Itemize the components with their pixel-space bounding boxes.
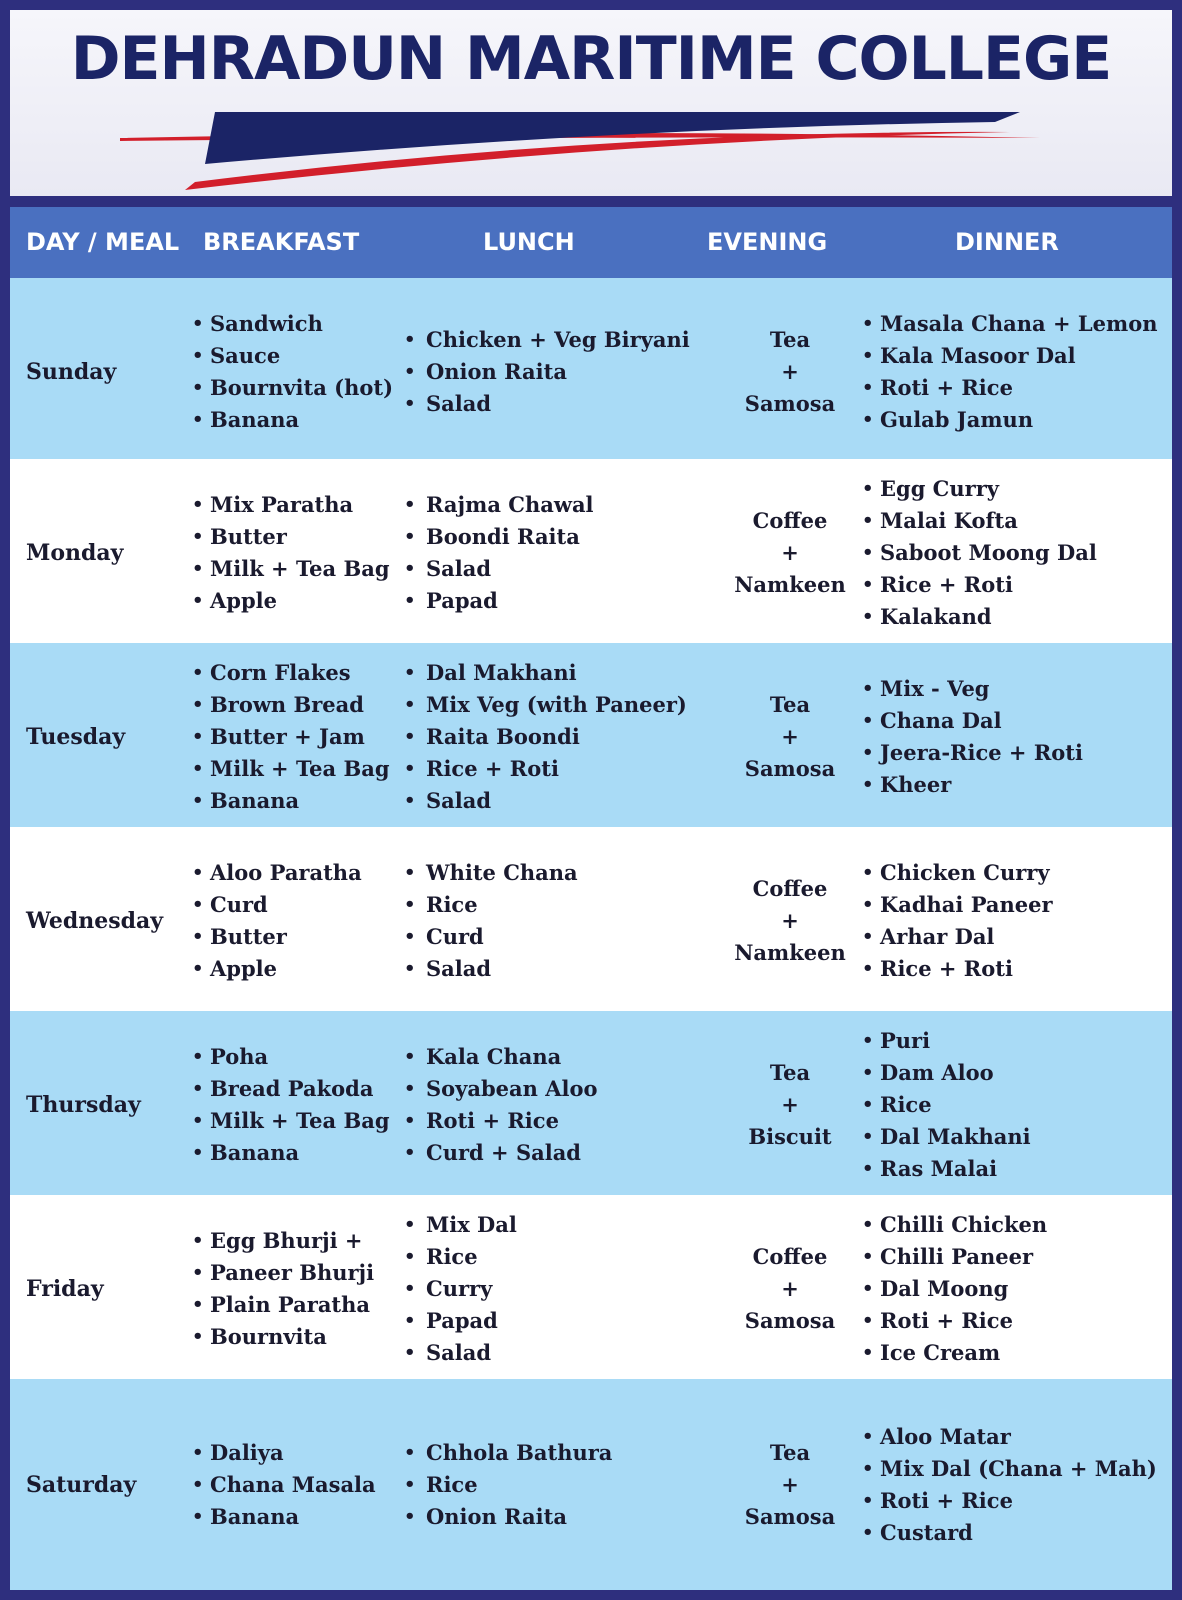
dinner-item: • Dam Aloo bbox=[862, 1057, 1031, 1089]
dinner-cell bbox=[862, 1195, 1047, 1383]
swoosh-logo bbox=[10, 100, 1172, 196]
breakfast-item: • Aloo Paratha bbox=[192, 857, 362, 889]
dinner-cell bbox=[862, 1379, 1157, 1590]
lunch-cell bbox=[404, 278, 690, 466]
lunch-item: • Rice bbox=[404, 889, 578, 921]
dinner-item: • Egg Curry bbox=[862, 473, 1097, 505]
lunch-item: • Onion Raita bbox=[404, 1501, 612, 1533]
lunch-item: • Mix Veg (with Paneer) bbox=[404, 689, 687, 721]
dinner-item: • Dal Makhani bbox=[862, 1121, 1031, 1153]
breakfast-item: • Butter + Jam bbox=[192, 721, 390, 753]
lunch-item: • White Chana bbox=[404, 857, 578, 889]
lunch-item: • Kala Chana bbox=[404, 1041, 598, 1073]
breakfast-item: • Banana bbox=[192, 404, 393, 436]
dinner-item: • Chana Dal bbox=[862, 705, 1083, 737]
breakfast-item: • Sauce bbox=[192, 340, 393, 372]
evening-plus: + bbox=[781, 1092, 799, 1117]
dinner-item: • Roti + Rice bbox=[862, 1485, 1157, 1517]
lunch-list bbox=[404, 1209, 517, 1369]
evening-snack: Samosa bbox=[744, 1503, 836, 1529]
evening-cell bbox=[710, 1379, 870, 1590]
evening-cell bbox=[710, 643, 870, 831]
table-row bbox=[10, 1011, 1172, 1199]
breakfast-list bbox=[192, 1437, 376, 1533]
breakfast-list bbox=[192, 489, 390, 617]
day-label: Thursday bbox=[26, 1092, 141, 1118]
dinner-cell bbox=[862, 459, 1097, 647]
dinner-item: • Roti + Rice bbox=[862, 372, 1157, 404]
breakfast-list bbox=[192, 308, 393, 436]
breakfast-item: • Mix Paratha bbox=[192, 489, 390, 521]
lunch-cell bbox=[404, 1011, 598, 1199]
dinner-list bbox=[862, 1421, 1157, 1549]
dinner-cell bbox=[862, 278, 1157, 466]
breakfast-item: • Sandwich bbox=[192, 308, 393, 340]
evening-plus: + bbox=[781, 1276, 799, 1301]
lunch-cell bbox=[404, 827, 578, 1015]
lunch-item: • Rice bbox=[404, 1469, 612, 1501]
dinner-cell bbox=[862, 1011, 1031, 1199]
dinner-item: • Puri bbox=[862, 1025, 1031, 1057]
evening-plus: + bbox=[781, 1471, 799, 1497]
breakfast-item: • Bournvita bbox=[192, 1321, 374, 1353]
breakfast-cell bbox=[192, 1195, 374, 1383]
dinner-item: • Kala Masoor Dal bbox=[862, 340, 1157, 372]
dinner-item: • Gulab Jamun bbox=[862, 404, 1157, 436]
breakfast-cell bbox=[192, 643, 390, 831]
lunch-item: • Roti + Rice bbox=[404, 1105, 598, 1137]
evening-plus: + bbox=[781, 359, 799, 384]
lunch-item: • Curry bbox=[404, 1273, 517, 1305]
breakfast-item: • Butter bbox=[192, 521, 390, 553]
day-label: Wednesday bbox=[26, 908, 164, 934]
breakfast-item: • Curd bbox=[192, 889, 362, 921]
dinner-item: • Arhar Dal bbox=[862, 921, 1053, 953]
meal-table bbox=[10, 207, 1172, 1590]
lunch-item: • Rajma Chawal bbox=[404, 489, 594, 521]
lunch-item: • Rice + Roti bbox=[404, 753, 687, 785]
table-header bbox=[10, 207, 1172, 278]
evening-cell bbox=[710, 827, 870, 1015]
dinner-item: • Chilli Chicken bbox=[862, 1209, 1047, 1241]
evening-plus: + bbox=[781, 540, 799, 565]
breakfast-list bbox=[192, 857, 362, 985]
dinner-list bbox=[862, 473, 1097, 633]
table-row bbox=[10, 1379, 1172, 1590]
breakfast-item: • Apple bbox=[192, 953, 362, 985]
evening-drink: Coffee bbox=[752, 1244, 828, 1269]
breakfast-list bbox=[192, 657, 390, 817]
breakfast-item: • Paneer Bhurji bbox=[192, 1257, 374, 1289]
dinner-list bbox=[862, 308, 1157, 436]
breakfast-cell bbox=[192, 278, 393, 466]
lunch-item: • Chhola Bathura bbox=[404, 1437, 612, 1469]
breakfast-cell bbox=[192, 1379, 376, 1590]
dinner-list bbox=[862, 1025, 1031, 1185]
lunch-list bbox=[404, 657, 687, 817]
evening-snack: Samosa bbox=[744, 1308, 836, 1333]
table-row bbox=[10, 1195, 1172, 1383]
day-label: Tuesday bbox=[26, 724, 126, 750]
lunch-list bbox=[404, 1041, 598, 1169]
dinner-item: • Mix - Veg bbox=[862, 673, 1083, 705]
lunch-item: • Mix Dal bbox=[404, 1209, 517, 1241]
evening-plus: + bbox=[781, 724, 799, 749]
lunch-item: • Salad bbox=[404, 553, 594, 585]
breakfast-list bbox=[192, 1225, 374, 1353]
breakfast-item: • Chana Masala bbox=[192, 1469, 376, 1501]
lunch-list bbox=[404, 857, 578, 985]
lunch-item: • Curd bbox=[404, 921, 578, 953]
swoosh-blue-wedge bbox=[205, 112, 1020, 164]
breakfast-item: • Plain Paratha bbox=[192, 1289, 374, 1321]
dinner-list bbox=[862, 857, 1053, 985]
breakfast-cell bbox=[192, 827, 362, 1015]
lunch-item: • Rice bbox=[404, 1241, 517, 1273]
breakfast-item: • Butter bbox=[192, 921, 362, 953]
dinner-item: • Rice bbox=[862, 1089, 1031, 1121]
evening-snack: Namkeen bbox=[734, 572, 846, 597]
breakfast-item: • Poha bbox=[192, 1041, 390, 1073]
evening-cell bbox=[710, 1011, 870, 1199]
lunch-item: • Salad bbox=[404, 953, 578, 985]
col-header-evening: EVENING bbox=[707, 228, 828, 256]
evening-drink: Tea bbox=[769, 327, 811, 352]
lunch-item: • Soyabean Aloo bbox=[404, 1073, 598, 1105]
dinner-item: • Malai Kofta bbox=[862, 505, 1097, 537]
dinner-item: • Roti + Rice bbox=[862, 1305, 1047, 1337]
dinner-list bbox=[862, 673, 1083, 801]
lunch-item: • Salad bbox=[404, 785, 687, 817]
breakfast-item: • Corn Flakes bbox=[192, 657, 390, 689]
lunch-list bbox=[404, 1437, 612, 1533]
breakfast-item: • Apple bbox=[192, 585, 390, 617]
day-label: Monday bbox=[26, 540, 124, 566]
dinner-item: • Chilli Paneer bbox=[862, 1241, 1047, 1273]
dinner-item: • Ice Cream bbox=[862, 1337, 1047, 1369]
dinner-item: • Masala Chana + Lemon bbox=[862, 308, 1157, 340]
dinner-item: • Aloo Matar bbox=[862, 1421, 1157, 1453]
breakfast-item: • Egg Bhurji + bbox=[192, 1225, 374, 1257]
dinner-item: • Rice + Roti bbox=[862, 569, 1097, 601]
evening-cell bbox=[710, 459, 870, 647]
breakfast-item: • Bournvita (hot) bbox=[192, 372, 393, 404]
evening-cell bbox=[710, 278, 870, 466]
breakfast-cell bbox=[192, 1011, 390, 1199]
breakfast-item: • Milk + Tea Bag bbox=[192, 1105, 390, 1137]
breakfast-list bbox=[192, 1041, 390, 1169]
lunch-item: • Papad bbox=[404, 585, 594, 617]
dinner-item: • Dal Moong bbox=[862, 1273, 1047, 1305]
evening-drink: Tea bbox=[769, 1060, 811, 1085]
day-label: Saturday bbox=[26, 1471, 137, 1498]
dinner-item: • Chicken Curry bbox=[862, 857, 1053, 889]
lunch-item: • Dal Makhani bbox=[404, 657, 687, 689]
col-header-lunch: LUNCH bbox=[483, 228, 575, 256]
dinner-item: • Jeera-Rice + Roti bbox=[862, 737, 1083, 769]
dinner-item: • Kadhai Paneer bbox=[862, 889, 1053, 921]
breakfast-item: • Bread Pakoda bbox=[192, 1073, 390, 1105]
evening-drink: Tea bbox=[769, 692, 811, 717]
evening-drink: Coffee bbox=[752, 876, 828, 901]
breakfast-item: • Banana bbox=[192, 1501, 376, 1533]
evening-snack: Biscuit bbox=[748, 1124, 832, 1149]
college-header bbox=[10, 10, 1172, 196]
table-row bbox=[10, 827, 1172, 1015]
dinner-item: • Saboot Moong Dal bbox=[862, 537, 1097, 569]
breakfast-item: • Daliya bbox=[192, 1437, 376, 1469]
college-name: DEHRADUN MARITIME COLLEGE bbox=[70, 24, 1112, 94]
breakfast-item: • Milk + Tea Bag bbox=[192, 553, 390, 585]
breakfast-item: • Banana bbox=[192, 1137, 390, 1169]
dinner-item: • Rice + Roti bbox=[862, 953, 1053, 985]
col-header-day: DAY / MEAL bbox=[26, 228, 180, 256]
dinner-item: • Kheer bbox=[862, 769, 1083, 801]
evening-snack: Namkeen bbox=[734, 940, 846, 965]
col-header-breakfast: BREAKFAST bbox=[203, 228, 360, 256]
evening-snack: Samosa bbox=[744, 391, 836, 416]
evening-cell bbox=[710, 1195, 870, 1383]
lunch-list bbox=[404, 489, 594, 617]
evening-drink: Tea bbox=[769, 1439, 811, 1465]
lunch-cell bbox=[404, 459, 594, 647]
table-row bbox=[10, 643, 1172, 831]
lunch-item: • Boondi Raita bbox=[404, 521, 594, 553]
evening-drink: Coffee bbox=[752, 508, 828, 533]
table-row bbox=[10, 459, 1172, 647]
evening-snack: Samosa bbox=[744, 756, 836, 781]
lunch-item: • Salad bbox=[404, 388, 690, 420]
breakfast-cell bbox=[192, 459, 390, 647]
lunch-item: • Salad bbox=[404, 1337, 517, 1369]
breakfast-item: • Banana bbox=[192, 785, 390, 817]
day-label: Friday bbox=[26, 1276, 104, 1302]
col-header-dinner: DINNER bbox=[955, 228, 1059, 256]
breakfast-item: • Brown Bread bbox=[192, 689, 390, 721]
lunch-cell bbox=[404, 1195, 517, 1383]
dinner-item: • Ras Malai bbox=[862, 1153, 1031, 1185]
lunch-item: • Chicken + Veg Biryani bbox=[404, 324, 690, 356]
lunch-item: • Onion Raita bbox=[404, 356, 690, 388]
evening-plus: + bbox=[781, 908, 799, 933]
day-label: Sunday bbox=[26, 359, 117, 385]
lunch-item: • Papad bbox=[404, 1305, 517, 1337]
dinner-item: • Custard bbox=[862, 1517, 1157, 1549]
lunch-cell bbox=[404, 1379, 612, 1590]
dinner-item: • Kalakand bbox=[862, 601, 1097, 633]
table-row bbox=[10, 278, 1172, 466]
lunch-item: • Raita Boondi bbox=[404, 721, 687, 753]
dinner-item: • Mix Dal (Chana + Mah) bbox=[862, 1453, 1157, 1485]
lunch-cell bbox=[404, 643, 687, 831]
lunch-list bbox=[404, 324, 690, 420]
lunch-item: • Curd + Salad bbox=[404, 1137, 598, 1169]
dinner-list bbox=[862, 1209, 1047, 1369]
dinner-cell bbox=[862, 643, 1083, 831]
breakfast-item: • Milk + Tea Bag bbox=[192, 753, 390, 785]
dinner-cell bbox=[862, 827, 1053, 1015]
